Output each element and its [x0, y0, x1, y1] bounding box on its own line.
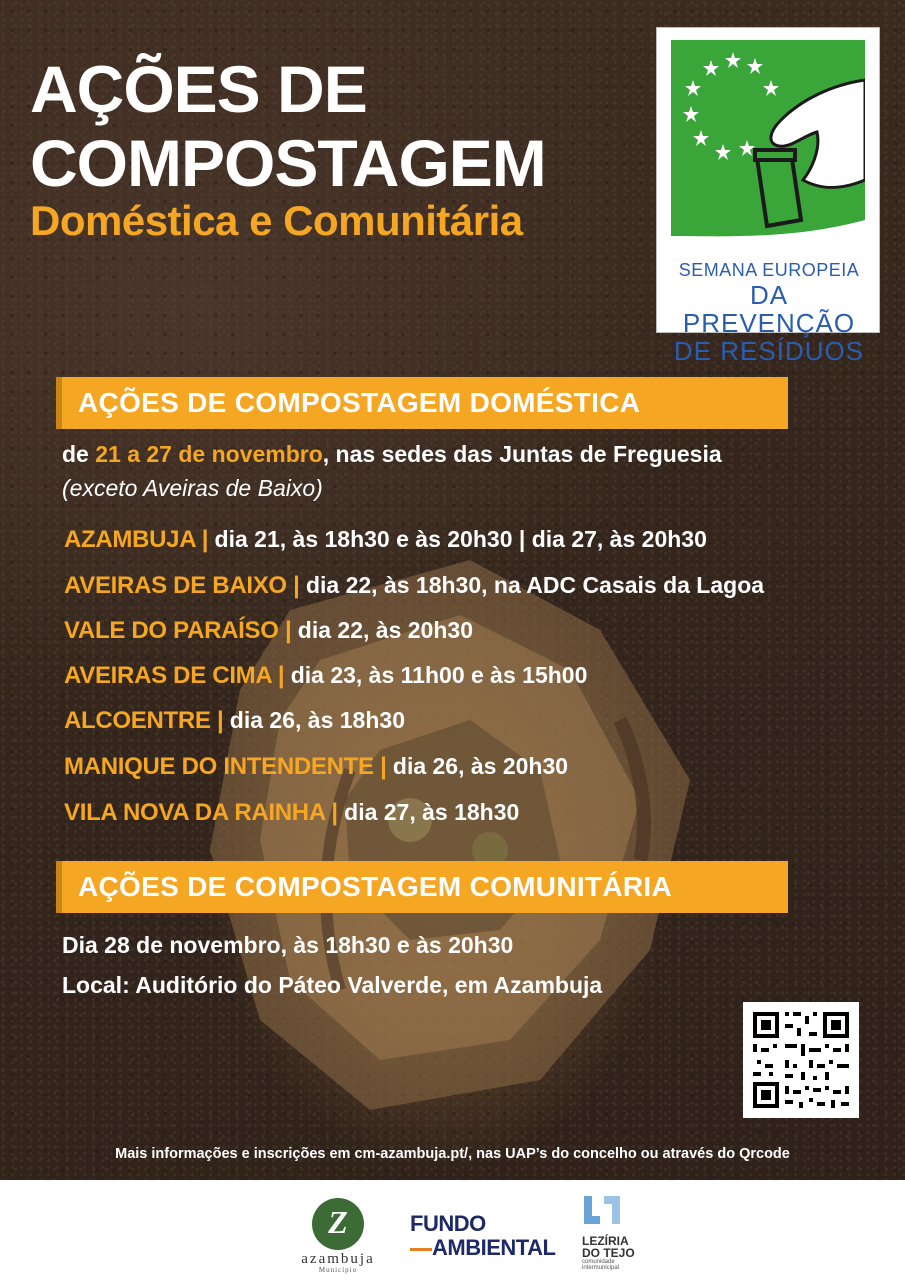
title-line2: COMPOSTAGEM [30, 126, 546, 200]
session-place: AZAMBUJA | [64, 526, 209, 553]
domestic-heading-bar: AÇÕES DE COMPOSTAGEM DOMÉSTICA [62, 377, 788, 429]
session-details: dia 23, às 11h00 e às 15h00 [284, 662, 588, 688]
logo-text [663, 260, 875, 365]
fundo-line1: FUNDO [410, 1211, 486, 1236]
fundo-accent-icon [410, 1248, 432, 1251]
logo-line1: SEMANA EUROPEIA [678, 260, 860, 280]
footer-logos [0, 1180, 905, 1280]
logo-line3: DE RESÍDUOS [673, 336, 865, 366]
session-place: VILA NOVA DA RAINHA | [64, 799, 338, 826]
session-place: AVEIRAS DE CIMA | [64, 662, 285, 689]
fundo-line2-text: AMBIENTAL [432, 1235, 556, 1260]
session-details: dia 22, às 20h30 [291, 617, 473, 643]
logo-green-panel [671, 40, 865, 258]
session-details: dia 27, às 18h30 [337, 799, 520, 825]
azambuja-sub: Município [318, 1266, 358, 1274]
leziria-line1: LEZÍRIA [582, 1234, 629, 1248]
intro-suffix: , nas sedes das Juntas de Freguesia [322, 441, 722, 467]
leziria-mark-icon [582, 1194, 622, 1226]
session-item [64, 572, 764, 600]
session-item [64, 707, 405, 735]
fundo-line2 [410, 1236, 560, 1260]
leziria-line3: comunidade intermunicipal [582, 1259, 620, 1271]
session-place: ALCOENTRE | [64, 707, 224, 734]
european-week-logo [656, 27, 880, 366]
page-subtitle: Doméstica e Comunitária [30, 197, 523, 244]
compost-bag-image [170, 520, 730, 1140]
session-item [64, 753, 568, 781]
domestic-note [62, 475, 323, 502]
session-item [64, 526, 707, 554]
title-line1: AÇÕES DE [30, 52, 367, 126]
intro-prefix: de [62, 441, 96, 467]
azambuja-logo [282, 1198, 394, 1274]
community-date: Dia 28 de novembro, às 18h30 e às 20h30 [62, 932, 514, 958]
session-item [64, 617, 473, 645]
domestic-intro [62, 441, 722, 468]
leziria-logo [582, 1194, 652, 1271]
intro-note: (exceto Aveiras de Baixo) [62, 475, 323, 501]
session-place: MANIQUE DO INTENDENTE | [64, 753, 387, 780]
session-details: dia 26, às 20h30 [386, 753, 569, 779]
session-details: dia 26, às 18h30 [223, 707, 405, 733]
fundo-ambiental-logo [410, 1212, 560, 1260]
hand-bin-icon [671, 40, 865, 258]
footer-info-text: Mais informações e inscrições em cm-azambuja.pt/, nas UAP’s do concelho ou através do Qrcode [115, 1146, 790, 1162]
qr-code[interactable] [743, 1002, 859, 1118]
session-place: AVEIRAS DE BAIXO | [64, 572, 300, 599]
session-details: dia 22, às 18h30, na ADC Casais da Lagoa [299, 572, 765, 598]
logo-line2: DA PREVENÇÃO [682, 280, 856, 338]
azambuja-emblem-icon: Z [312, 1198, 364, 1250]
session-item [64, 799, 519, 827]
leziria-line2: DO TEJO [582, 1246, 635, 1260]
intro-dates: 21 a 27 de novembro [95, 441, 323, 467]
session-item [64, 662, 587, 690]
session-place: VALE DO PARAÍSO | [64, 617, 292, 644]
azambuja-name: azambuja [301, 1251, 375, 1267]
community-heading-bar: AÇÕES DE COMPOSTAGEM COMUNITÁRIA [62, 861, 788, 913]
session-details: dia 21, às 18h30 e às 20h30 | dia 27, às 20h30 [208, 526, 707, 552]
page-title [30, 52, 546, 200]
community-location: Local: Auditório do Páteo Valverde, em Azambuja [62, 972, 603, 998]
